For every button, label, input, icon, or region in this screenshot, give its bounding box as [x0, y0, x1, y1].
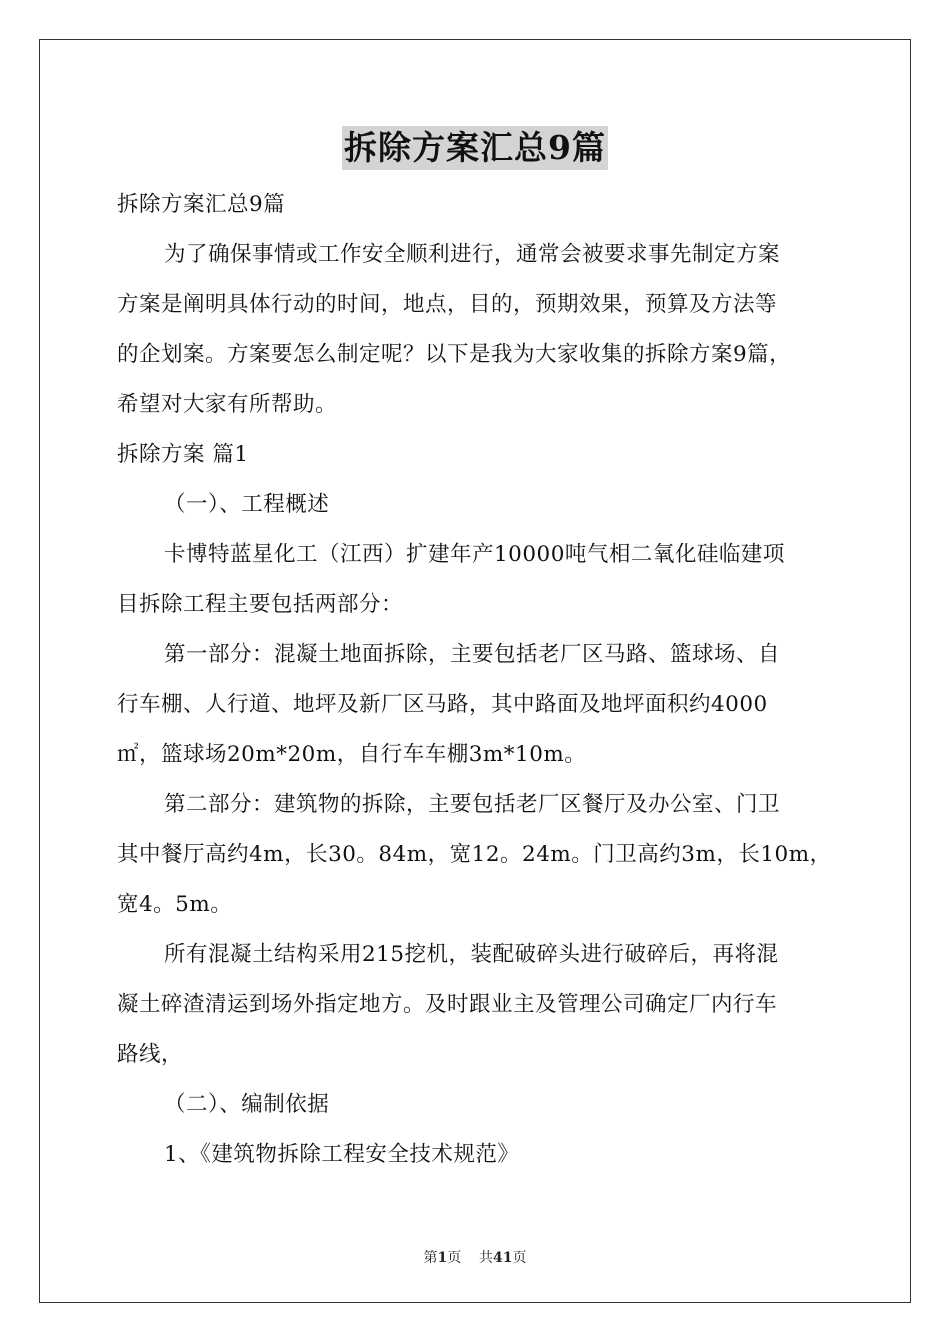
title-container [0, 126, 950, 170]
footer-total-pages: 41 [493, 1250, 513, 1266]
text-line: 路线， [117, 1042, 184, 1067]
text-line: 行车棚、人行道、地坪及新厂区马路，其中路面及地坪面积约4000 [117, 692, 768, 717]
text-line: 拆除方案 篇1 [117, 442, 249, 467]
text-line: （二）、编制依据 [164, 1092, 330, 1117]
text-line: 1、《建筑物拆除工程安全技术规范》 [164, 1142, 520, 1167]
footer-prefix: 第 [423, 1250, 438, 1266]
text-line: （一）、工程概述 [164, 492, 330, 517]
text-line: 希望对大家有所帮助。 [117, 392, 338, 417]
document-title: 拆除方案汇总9篇 [342, 126, 608, 170]
text-line: 宽4。5m。 [117, 892, 233, 917]
text-line: 的企划案。方案要怎么制定呢？以下是我为大家收集的拆除方案9篇， [117, 342, 792, 367]
footer-total-suffix: 页 [512, 1250, 527, 1266]
text-line: 第一部分：混凝土地面拆除，主要包括老厂区马路、篮球场、自 [164, 642, 781, 667]
text-line: 第二部分：建筑物的拆除，主要包括老厂区餐厅及办公室、门卫 [164, 792, 781, 817]
document-body [117, 180, 837, 1180]
text-line: 卡博特蓝星化工（江西）扩建年产10000吨气相二氧化硅临建项 [164, 542, 785, 567]
page-footer [0, 1247, 950, 1267]
text-line: 方案是阐明具体行动的时间，地点，目的，预期效果，预算及方法等 [117, 292, 778, 317]
text-line: 凝土碎渣清运到场外指定地方。及时跟业主及管理公司确定厂内行车 [117, 992, 778, 1017]
text-line: ㎡，篮球场20m*20m，自行车车棚3m*10m。 [117, 742, 587, 767]
footer-total-prefix: 共 [479, 1250, 494, 1266]
footer-page-number: 1 [437, 1250, 448, 1266]
text-line: 其中餐厅高约4m，长30。84m，宽12。24m。门卫高约3m，长10m， [117, 842, 832, 867]
text-line: 拆除方案汇总9篇 [117, 192, 286, 217]
text-line: 所有混凝土结构采用215挖机，装配破碎头进行破碎后，再将混 [164, 942, 779, 967]
text-line: 目拆除工程主要包括两部分： [117, 592, 404, 617]
text-line: 为了确保事情或工作安全顺利进行，通常会被要求事先制定方案 [164, 242, 781, 267]
footer-page-suffix: 页 [447, 1250, 462, 1266]
